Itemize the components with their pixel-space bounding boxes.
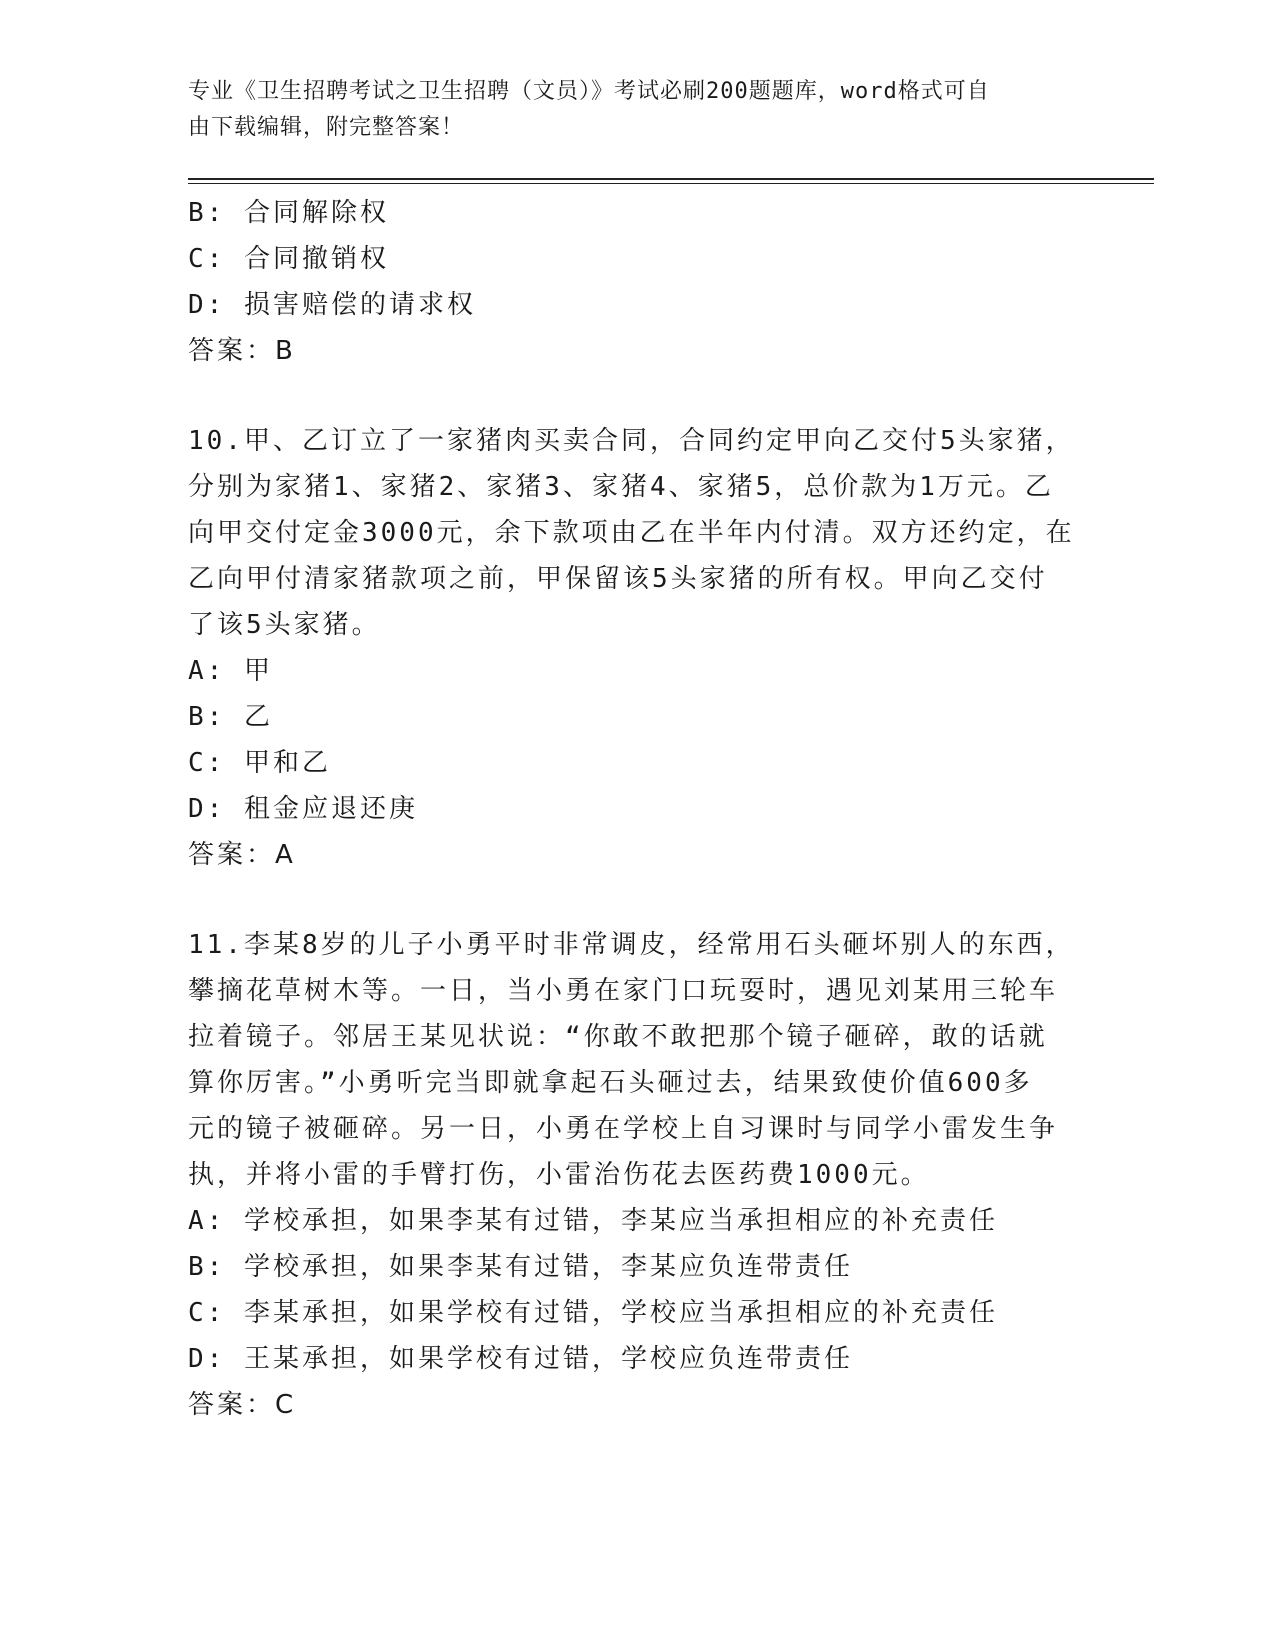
option-c: C: 甲和乙	[188, 748, 331, 778]
question-stem	[188, 418, 1078, 648]
question-9	[188, 190, 1078, 374]
stem-line: 了该5头家猪。	[188, 610, 381, 640]
option-b: B: 合同解除权	[188, 198, 389, 228]
question-stem	[188, 922, 1078, 1198]
option-c: C: 合同撤销权	[188, 244, 389, 274]
header-divider-thick	[188, 178, 1154, 180]
stem-line: 向甲交付定金3000元，余下款项由乙在半年内付清。双方还约定，在	[188, 518, 1075, 548]
question-11	[188, 922, 1078, 1428]
header-line-2: 由下载编辑，附完整答案！	[188, 115, 465, 140]
stem-line: 10.甲、乙订立了一家猪肉买卖合同，合同约定甲向乙交付5头家猪，	[188, 426, 1075, 456]
option-b: B: 学校承担，如果李某有过错，李某应负连带责任	[188, 1252, 853, 1282]
header-line-1: 专业《卫生招聘考试之卫生招聘（文员）》考试必刷200题题库，word格式可自	[188, 79, 990, 104]
stem-line: 攀摘花草树木等。一日，当小勇在家门口玩耍时，遇见刘某用三轮车	[188, 976, 1059, 1006]
question-10	[188, 418, 1078, 878]
option-a: A: 学校承担，如果李某有过错，李某应当承担相应的补充责任	[188, 1206, 998, 1236]
stem-line: 拉着镜子。邻居王某见状说：“你敢不敢把那个镜子砸碎，敢的话就	[188, 1022, 1048, 1052]
answer: 答案：C	[188, 1390, 297, 1420]
option-d: D: 王某承担，如果学校有过错，学校应负连带责任	[188, 1344, 853, 1374]
question-list	[188, 190, 1078, 1428]
stem-line: 元的镜子被砸碎。另一日，小勇在学校上自习课时与同学小雷发生争	[188, 1114, 1059, 1144]
stem-line: 分别为家猪1、家猪2、家猪3、家猪4、家猪5，总价款为1万元。乙	[188, 472, 1054, 502]
header-divider-thin	[188, 183, 1154, 184]
option-b: B: 乙	[188, 702, 273, 732]
option-d: D: 租金应退还庚	[188, 794, 418, 824]
stem-line: 11.李某8岁的儿子小勇平时非常调皮，经常用石头砸坏别人的东西，	[188, 930, 1075, 960]
answer: 答案：B	[188, 336, 296, 366]
option-c: C: 李某承担，如果学校有过错，学校应当承担相应的补充责任	[188, 1298, 998, 1328]
option-d: D: 损害赔偿的请求权	[188, 290, 476, 320]
stem-line: 算你厉害。”小勇听完当即就拿起石头砸过去，结果致使价值600多	[188, 1068, 1033, 1098]
stem-line: 乙向甲付清家猪款项之前，甲保留该5头家猪的所有权。甲向乙交付	[188, 564, 1048, 594]
option-a: A: 甲	[188, 656, 273, 686]
document-header	[188, 74, 1068, 146]
answer: 答案：A	[188, 840, 296, 870]
stem-line: 执，并将小雷的手臂打伤，小雷治伤花去医药费1000元。	[188, 1160, 930, 1190]
